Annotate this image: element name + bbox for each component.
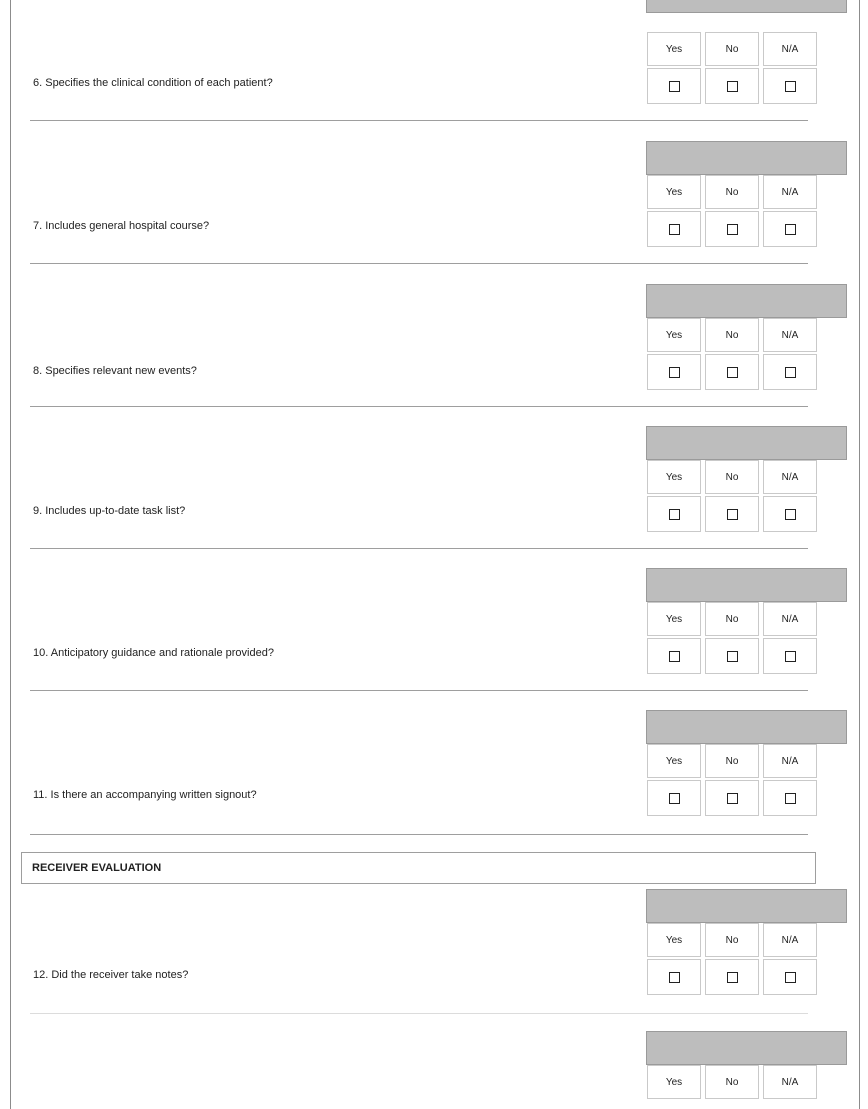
yes-checkbox[interactable] — [669, 367, 680, 378]
question-divider — [30, 1013, 808, 1014]
na-checkbox[interactable] — [785, 367, 796, 378]
no-column-header: No — [705, 460, 759, 494]
yes-checkbox[interactable] — [669, 793, 680, 804]
na-checkbox[interactable] — [785, 81, 796, 92]
no-column-header: No — [705, 1065, 759, 1099]
yes-option-cell[interactable] — [647, 496, 701, 532]
yes-column-header: Yes — [647, 32, 701, 66]
yes-column-header: Yes — [647, 602, 701, 636]
na-checkbox[interactable] — [785, 972, 796, 983]
form-border-left — [10, 0, 11, 1109]
no-option-cell[interactable] — [705, 638, 759, 674]
question-text: 8. Specifies relevant new events? — [33, 365, 197, 377]
na-column-header: N/A — [763, 175, 817, 209]
no-option-cell[interactable] — [705, 68, 759, 104]
no-column-header: No — [705, 318, 759, 352]
yes-option-cell[interactable] — [647, 68, 701, 104]
question-header-bar — [646, 710, 847, 744]
yes-option-cell[interactable] — [647, 959, 701, 995]
no-checkbox[interactable] — [727, 224, 738, 235]
no-option-cell[interactable] — [705, 780, 759, 816]
question-header-bar — [646, 426, 847, 460]
na-checkbox[interactable] — [785, 793, 796, 804]
question-header-bar — [646, 141, 847, 175]
question-text: 7. Includes general hospital course? — [33, 220, 210, 232]
na-checkbox[interactable] — [785, 509, 796, 520]
na-option-cell[interactable] — [763, 68, 817, 104]
na-checkbox[interactable] — [785, 224, 796, 235]
no-checkbox[interactable] — [727, 509, 738, 520]
no-checkbox[interactable] — [727, 972, 738, 983]
question-text: 6. Specifies the clinical condition of each patient? — [33, 77, 273, 89]
na-option-cell[interactable] — [763, 496, 817, 532]
no-column-header: No — [705, 602, 759, 636]
no-column-header: No — [705, 744, 759, 778]
yes-option-cell[interactable] — [647, 780, 701, 816]
na-column-header: N/A — [763, 1065, 817, 1099]
question-divider — [30, 406, 808, 407]
question-header-bar — [646, 284, 847, 318]
form-border-right — [859, 0, 860, 1109]
na-option-cell[interactable] — [763, 638, 817, 674]
question-text: 10. Anticipatory guidance and rationale provided? — [33, 647, 274, 659]
no-option-cell[interactable] — [705, 959, 759, 995]
yes-checkbox[interactable] — [669, 81, 680, 92]
no-checkbox[interactable] — [727, 81, 738, 92]
yes-option-cell[interactable] — [647, 211, 701, 247]
na-option-cell[interactable] — [763, 959, 817, 995]
question-divider — [30, 548, 808, 549]
na-option-cell[interactable] — [763, 354, 817, 390]
yes-option-cell[interactable] — [647, 638, 701, 674]
yes-column-header: Yes — [647, 1065, 701, 1099]
yes-checkbox[interactable] — [669, 224, 680, 235]
yes-column-header: Yes — [647, 460, 701, 494]
question-divider — [30, 834, 808, 835]
question-text: 9. Includes up-to-date task list? — [33, 505, 186, 517]
na-column-header: N/A — [763, 602, 817, 636]
na-column-header: N/A — [763, 744, 817, 778]
yes-column-header: Yes — [647, 175, 701, 209]
no-column-header: No — [705, 175, 759, 209]
yes-checkbox[interactable] — [669, 509, 680, 520]
question-text: 12. Did the receiver take notes? — [33, 969, 189, 981]
na-column-header: N/A — [763, 460, 817, 494]
question-header-bar — [646, 568, 847, 602]
na-column-header: N/A — [763, 318, 817, 352]
no-checkbox[interactable] — [727, 651, 738, 662]
yes-option-cell[interactable] — [647, 354, 701, 390]
question-divider — [30, 120, 808, 121]
no-option-cell[interactable] — [705, 354, 759, 390]
na-checkbox[interactable] — [785, 651, 796, 662]
no-column-header: No — [705, 923, 759, 957]
na-option-cell[interactable] — [763, 780, 817, 816]
receiver-evaluation-header: RECEIVER EVALUATION — [21, 852, 816, 884]
no-checkbox[interactable] — [727, 793, 738, 804]
no-option-cell[interactable] — [705, 211, 759, 247]
yes-checkbox[interactable] — [669, 972, 680, 983]
question-text: 11. Is there an accompanying written signout? — [33, 789, 257, 801]
question-divider — [30, 263, 808, 264]
yes-checkbox[interactable] — [669, 651, 680, 662]
na-column-header: N/A — [763, 32, 817, 66]
question-header-bar — [646, 889, 847, 923]
no-checkbox[interactable] — [727, 367, 738, 378]
question-header-bar — [646, 0, 847, 13]
yes-column-header: Yes — [647, 744, 701, 778]
question-divider — [30, 690, 808, 691]
yes-column-header: Yes — [647, 923, 701, 957]
no-option-cell[interactable] — [705, 496, 759, 532]
na-option-cell[interactable] — [763, 211, 817, 247]
yes-column-header: Yes — [647, 318, 701, 352]
question-header-bar — [646, 1031, 847, 1065]
no-column-header: No — [705, 32, 759, 66]
na-column-header: N/A — [763, 923, 817, 957]
